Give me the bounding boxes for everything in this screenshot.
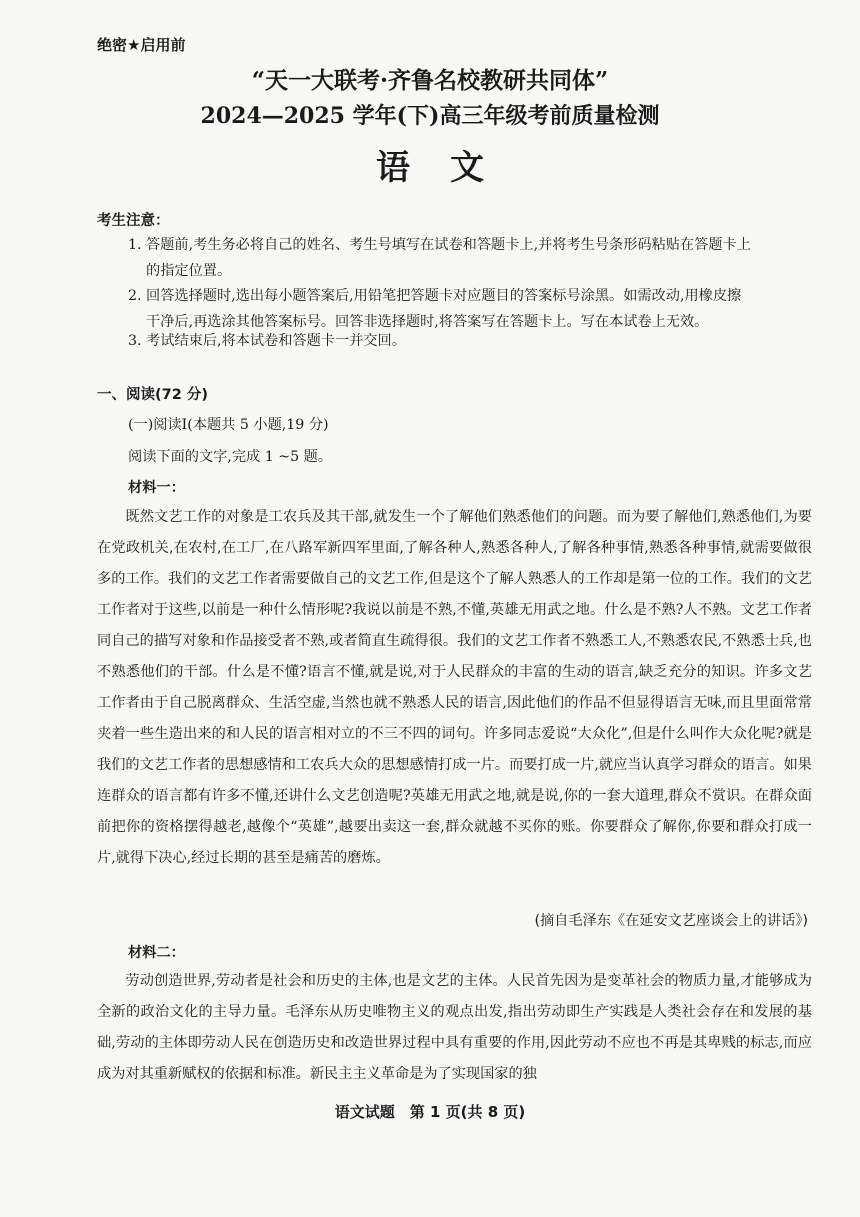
notice-title: 考生注意： <box>97 213 170 229</box>
material1-text: 既然文艺工作的对象是工农兵及其干部,就发生一个了解他们熟悉他们的问题。而为要了解他们,熟悉他们,为要在党政机关,在农村,在工厂,在八路军新四军里面,了解各种人,熟悉各种人,了解各种事情,熟悉各种事情,就需要做很多的工作。我们的文艺工作者需要做自己的文艺工作,但是这个了解人熟悉人的工作却是第一位的工作。我们的文艺工作者对于这些,以前是一种什么情形呢?我说以前是不熟,不懂,英雄无用武之地。什么是不熟?人不熟。文艺工作者同自己的描写对象和作品接受者不熟,或者简直生疏得很。我们的文艺工作者不熟悉工人,不熟悉农民,不熟悉士兵,也不熟悉他们的干部。什么是不懂?语言不懂,就是说,对于人民群众的丰富的生动的语言,缺乏充分的知识。许多文艺工作者由于自己脱离群众、生活空虚,当然也就不熟悉人民的语言,因此他们的作品不但显得语言无味,而且里面常常夹着一些生造出来的和人民的语言相对立的不三不四的词句。许多同志爱说“大众化”,但是什么叫作大众化呢?就是我们的文艺工作者的思想感情和工农兵大众的思想感情打成一片。而要打成一片,就应当认真学习群众的语言。如果连群众的语言都有许多不懂,还讲什么文艺创造呢?英雄无用武之地,就是说,你的一套大道理,群众不赏识。在群众面前把你的资格摆得越老,越像个“英雄”,越要出卖这一套,群众就越不买你的账。你要群众了解你,你要和群众打成一片,就得下决心,经过长期的甚至是痛苦的磨炼。 <box>97 509 812 866</box>
notice-item-number: 2. <box>128 288 142 304</box>
notice-item <box>128 328 818 354</box>
notice-item-text: 答题前,考生务必将自己的姓名、考生号填写在试卷和答题卡上,并将考生号条形码粘贴在答题卡上 <box>146 237 751 253</box>
confidential-label: 绝密★启用前 <box>97 36 186 54</box>
reading-instruction: 阅读下面的文字,完成 1 ~5 题。 <box>128 449 333 465</box>
page-footer: 语文试题 第 1 页(共 8 页) <box>334 1103 526 1121</box>
material1-label: 材料一： <box>128 480 185 496</box>
subject-title: 语文 <box>376 148 524 188</box>
material1-source: (摘自毛泽东《在延安文艺座谈会上的讲话》) <box>534 913 808 929</box>
exam-title-line1: “天一大联考·齐鲁名校教研共同体” <box>251 67 609 94</box>
notice-item-text-cont: 的指定位置。 <box>146 263 232 279</box>
notice-item-text: 考试结束后,将本试卷和答题卡一并交回。 <box>146 333 406 349</box>
notice-item-text-cont: 干净后,再选涂其他答案标号。回答非选择题时,将答案写在答题卡上。写在本试卷上无效。 <box>146 314 709 330</box>
notice-item-number: 3. <box>128 333 142 349</box>
material2-text: 劳动创造世界,劳动者是社会和历史的主体,也是文艺的主体。人民首先因为是变革社会的物质力量,才能够成为全新的政治文化的主导力量。毛泽东从历史唯物主义的观点出发,指出劳动即生产实践是人类社会存在和发展的基础,劳动的主体即劳动人民在创造历史和改造世界过程中具有重要的作用,因此劳动不应也不再是其卑贱的标志,而应成为对其重新赋权的依据和标准。新民主主义革命是为了实现国家的独 <box>97 973 812 1082</box>
section-title: 一、阅读(72 分) <box>97 387 208 403</box>
notice-item <box>128 232 818 284</box>
notice-item-number: 1. <box>128 237 142 253</box>
material2-label: 材料二： <box>128 945 185 961</box>
notice-item-text: 回答选择题时,选出每小题答案后,用铅笔把答题卡对应题目的答案标号涂黑。如需改动,用橡皮擦 <box>146 288 742 304</box>
part-title: (一)阅读Ⅰ(本题共 5 小题,19 分) <box>128 417 329 433</box>
exam-title-line2: 2024—2025 学年(下)高三年级考前质量检测 <box>200 103 660 129</box>
